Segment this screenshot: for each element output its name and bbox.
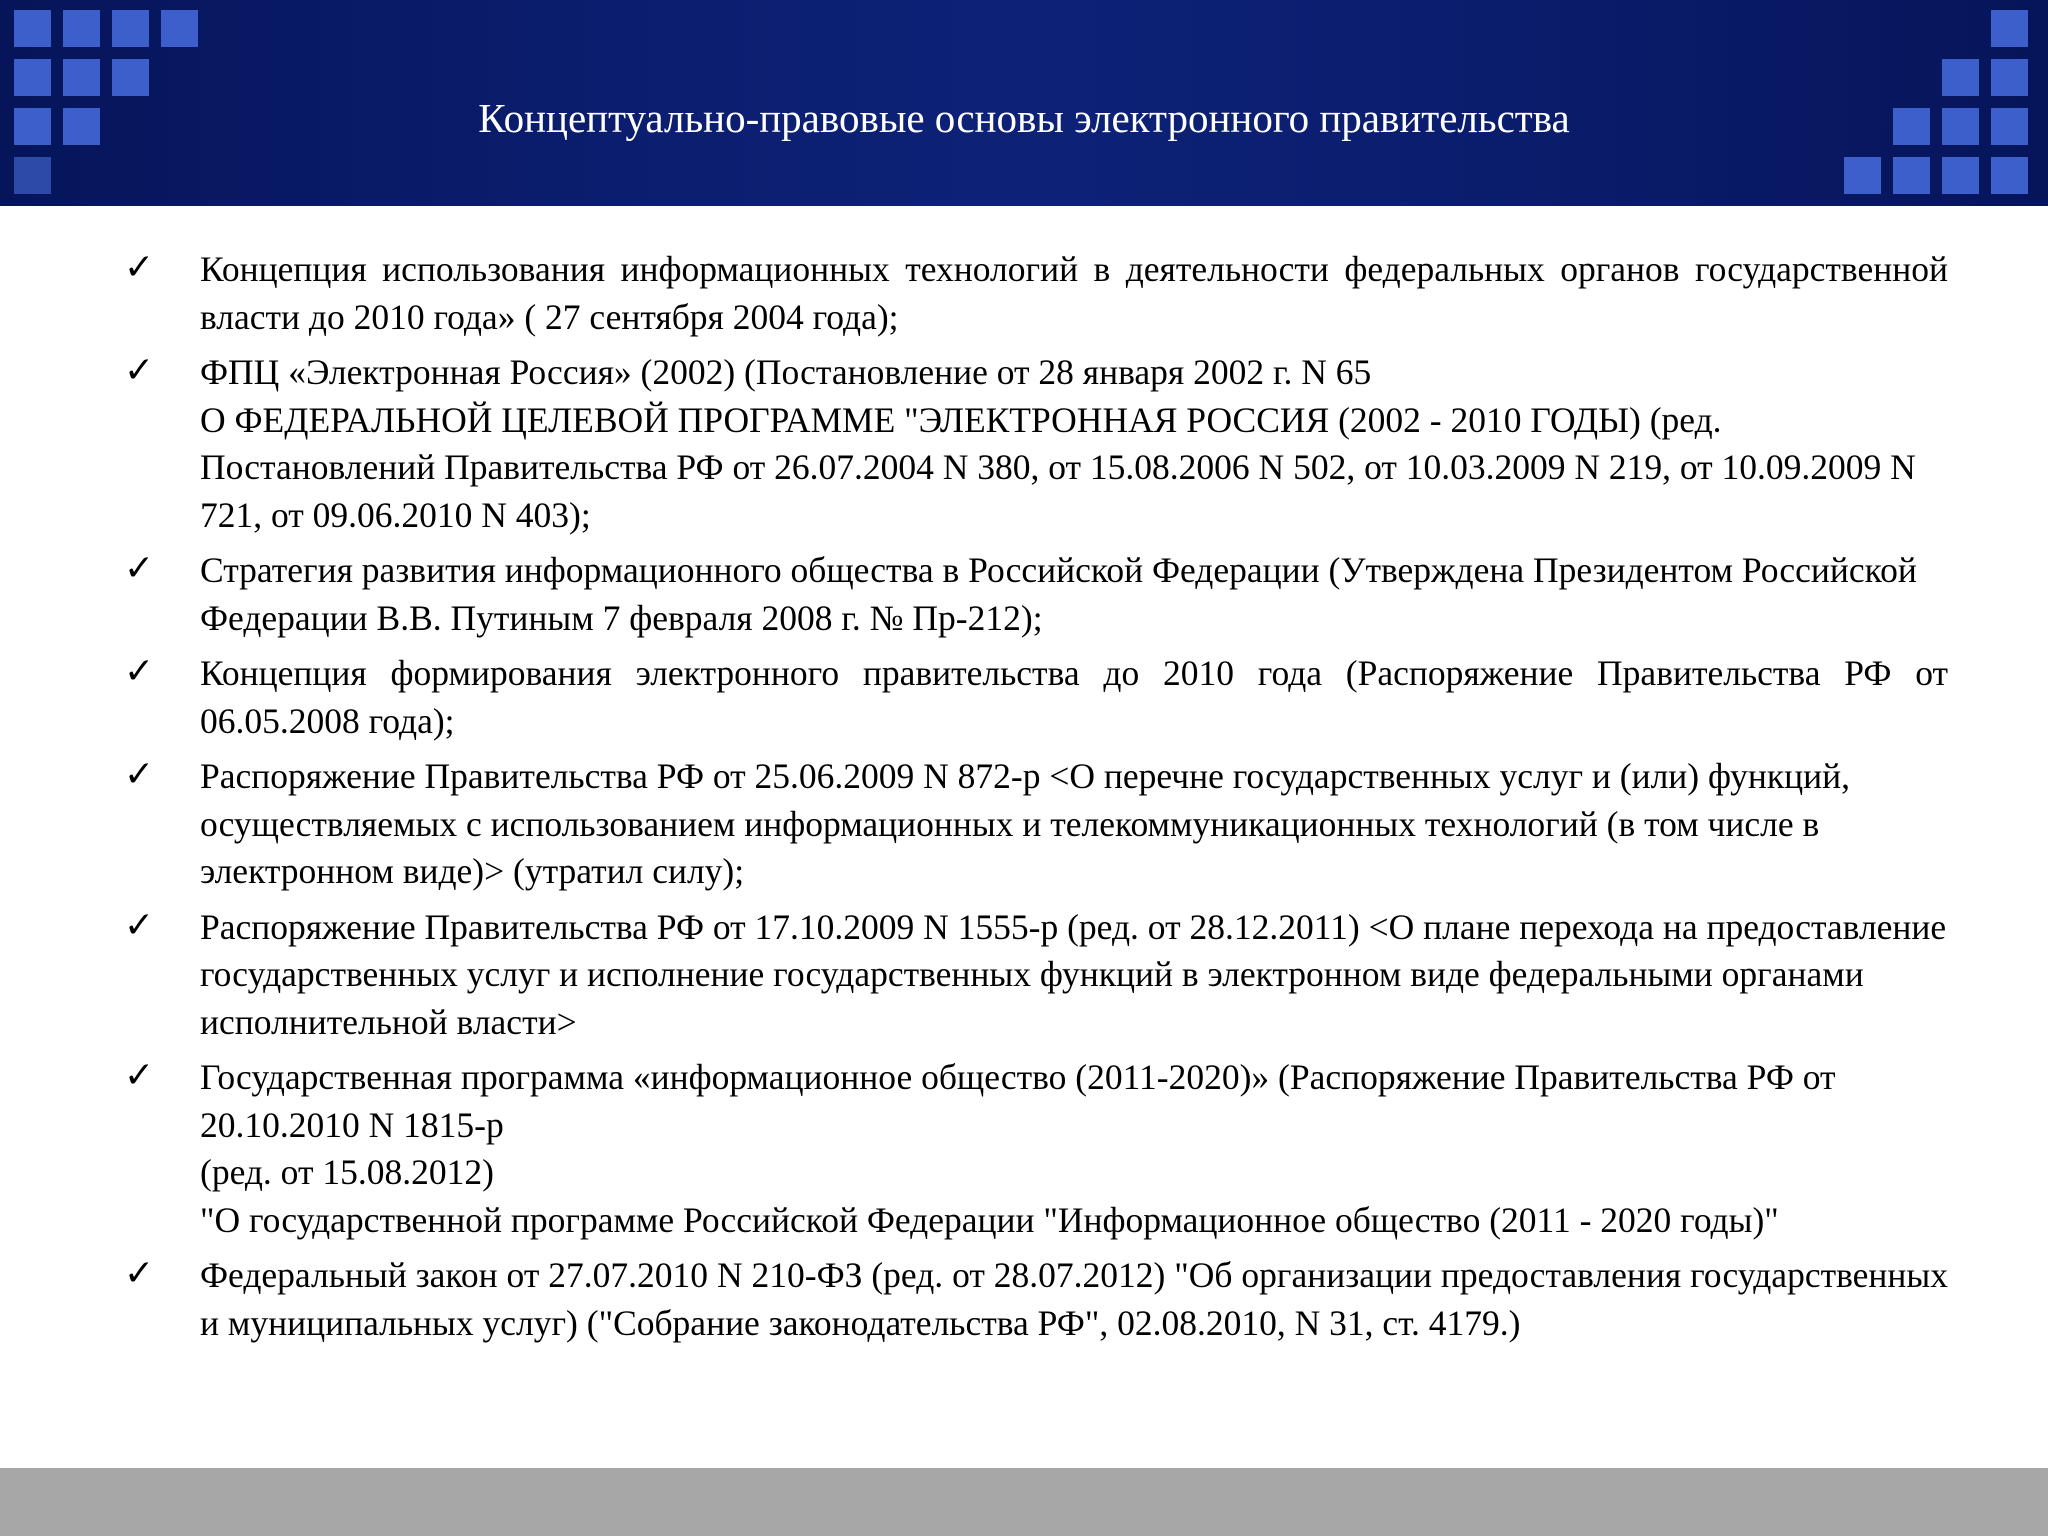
checkmark-icon: ✓ — [124, 754, 155, 795]
checkmark-icon: ✓ — [124, 548, 155, 589]
checkmark-icon: ✓ — [124, 1253, 155, 1294]
list-item-text: Федеральный закон от 27.07.2010 N 210-ФЗ (ред. от 28.07.2012) "Об организации предоставления государственных и муниципальных услуг) ("Собрание законодательства РФ", 02.08.2010, N 31, ст. 4179.) — [200, 1255, 1948, 1343]
decor-square — [63, 10, 100, 47]
list-item-text: Стратегия развития информационного общества в Российской Федерации (Утверждена Президентом Российской Федерации В.В. Путиным 7 февраля 2008 г. № Пр-212); — [200, 550, 1917, 638]
checkmark-icon: ✓ — [124, 1055, 155, 1096]
list-item-text: Государственная программа «информационное общество (2011-2020)» (Распоряжение Правительства РФ от 20.10.2010 N 1815-р (ред. от 15.08.2012) "О государственной программе Российской Федерации "Информационное общество (2011 - 2020 годы)" — [200, 1057, 1836, 1240]
decor-square — [14, 157, 51, 194]
list-item — [118, 246, 1948, 341]
decor-square — [1893, 157, 1930, 194]
list-item-text: Концепция использования информационных технологий в деятельности федеральных органов государственной власти до 2010 года» ( 27 сентября 2004 года); — [200, 249, 1948, 337]
slide-header — [0, 0, 2048, 206]
decor-square — [1991, 157, 2028, 194]
list-item — [118, 1054, 1948, 1244]
legal-documents-list — [118, 246, 1948, 1355]
list-item-text: Концепция формирования электронного правительства до 2010 года (Распоряжение Правительства РФ от 06.05.2008 года); — [200, 653, 1948, 741]
decor-square — [14, 10, 51, 47]
list-item-text: Распоряжение Правительства РФ от 25.06.2009 N 872-р <О перечне государственных услуг и (или) функций, осуществляемых с использованием информационных и телекоммуникационных технологий (в том числе в электронном виде)> (утратил силу); — [200, 756, 1850, 891]
list-item — [118, 904, 1948, 1047]
list-item — [118, 349, 1948, 539]
footer-bar — [0, 1468, 2048, 1536]
decor-square — [1942, 157, 1979, 194]
list-item — [118, 1252, 1948, 1347]
list-item — [118, 753, 1948, 896]
checkmark-icon: ✓ — [124, 904, 155, 946]
list-item-text: ФПЦ «Электронная Россия» (2002) (Постановление от 28 января 2002 г. N 65 О ФЕДЕРАЛЬНОЙ ЦЕЛЕВОЙ ПРОГРАММЕ "ЭЛЕКТРОННАЯ РОССИЯ (2002 - 2010 ГОДЫ) (ред. Постановлений Правительства РФ от 26.07.2004 N 380, от 15.08.2006 N 502, от 10.03.2009 N 219, от 10.09.2009 N 721, от 09.06.2010 N 403); — [200, 352, 1916, 535]
slide-title: Концептуально-правовые основы электронного правительства — [478, 95, 1570, 141]
checkmark-icon: ✓ — [124, 247, 155, 288]
list-item-text: Распоряжение Правительства РФ от 17.10.2009 N 1555-р (ред. от 28.12.2011) <О плане перехода на предоставление государственных услуг и исполнение государственных функций в электронном виде федеральными органами исполнительной власти> — [200, 906, 1947, 1042]
list-item — [118, 650, 1948, 745]
checkmark-icon: ✓ — [124, 651, 155, 692]
decor-square — [161, 10, 198, 47]
decor-square — [1844, 157, 1881, 194]
checkmark-icon: ✓ — [124, 350, 155, 391]
list-item — [118, 547, 1948, 642]
decor-square — [112, 10, 149, 47]
decor-square — [1991, 10, 2028, 47]
